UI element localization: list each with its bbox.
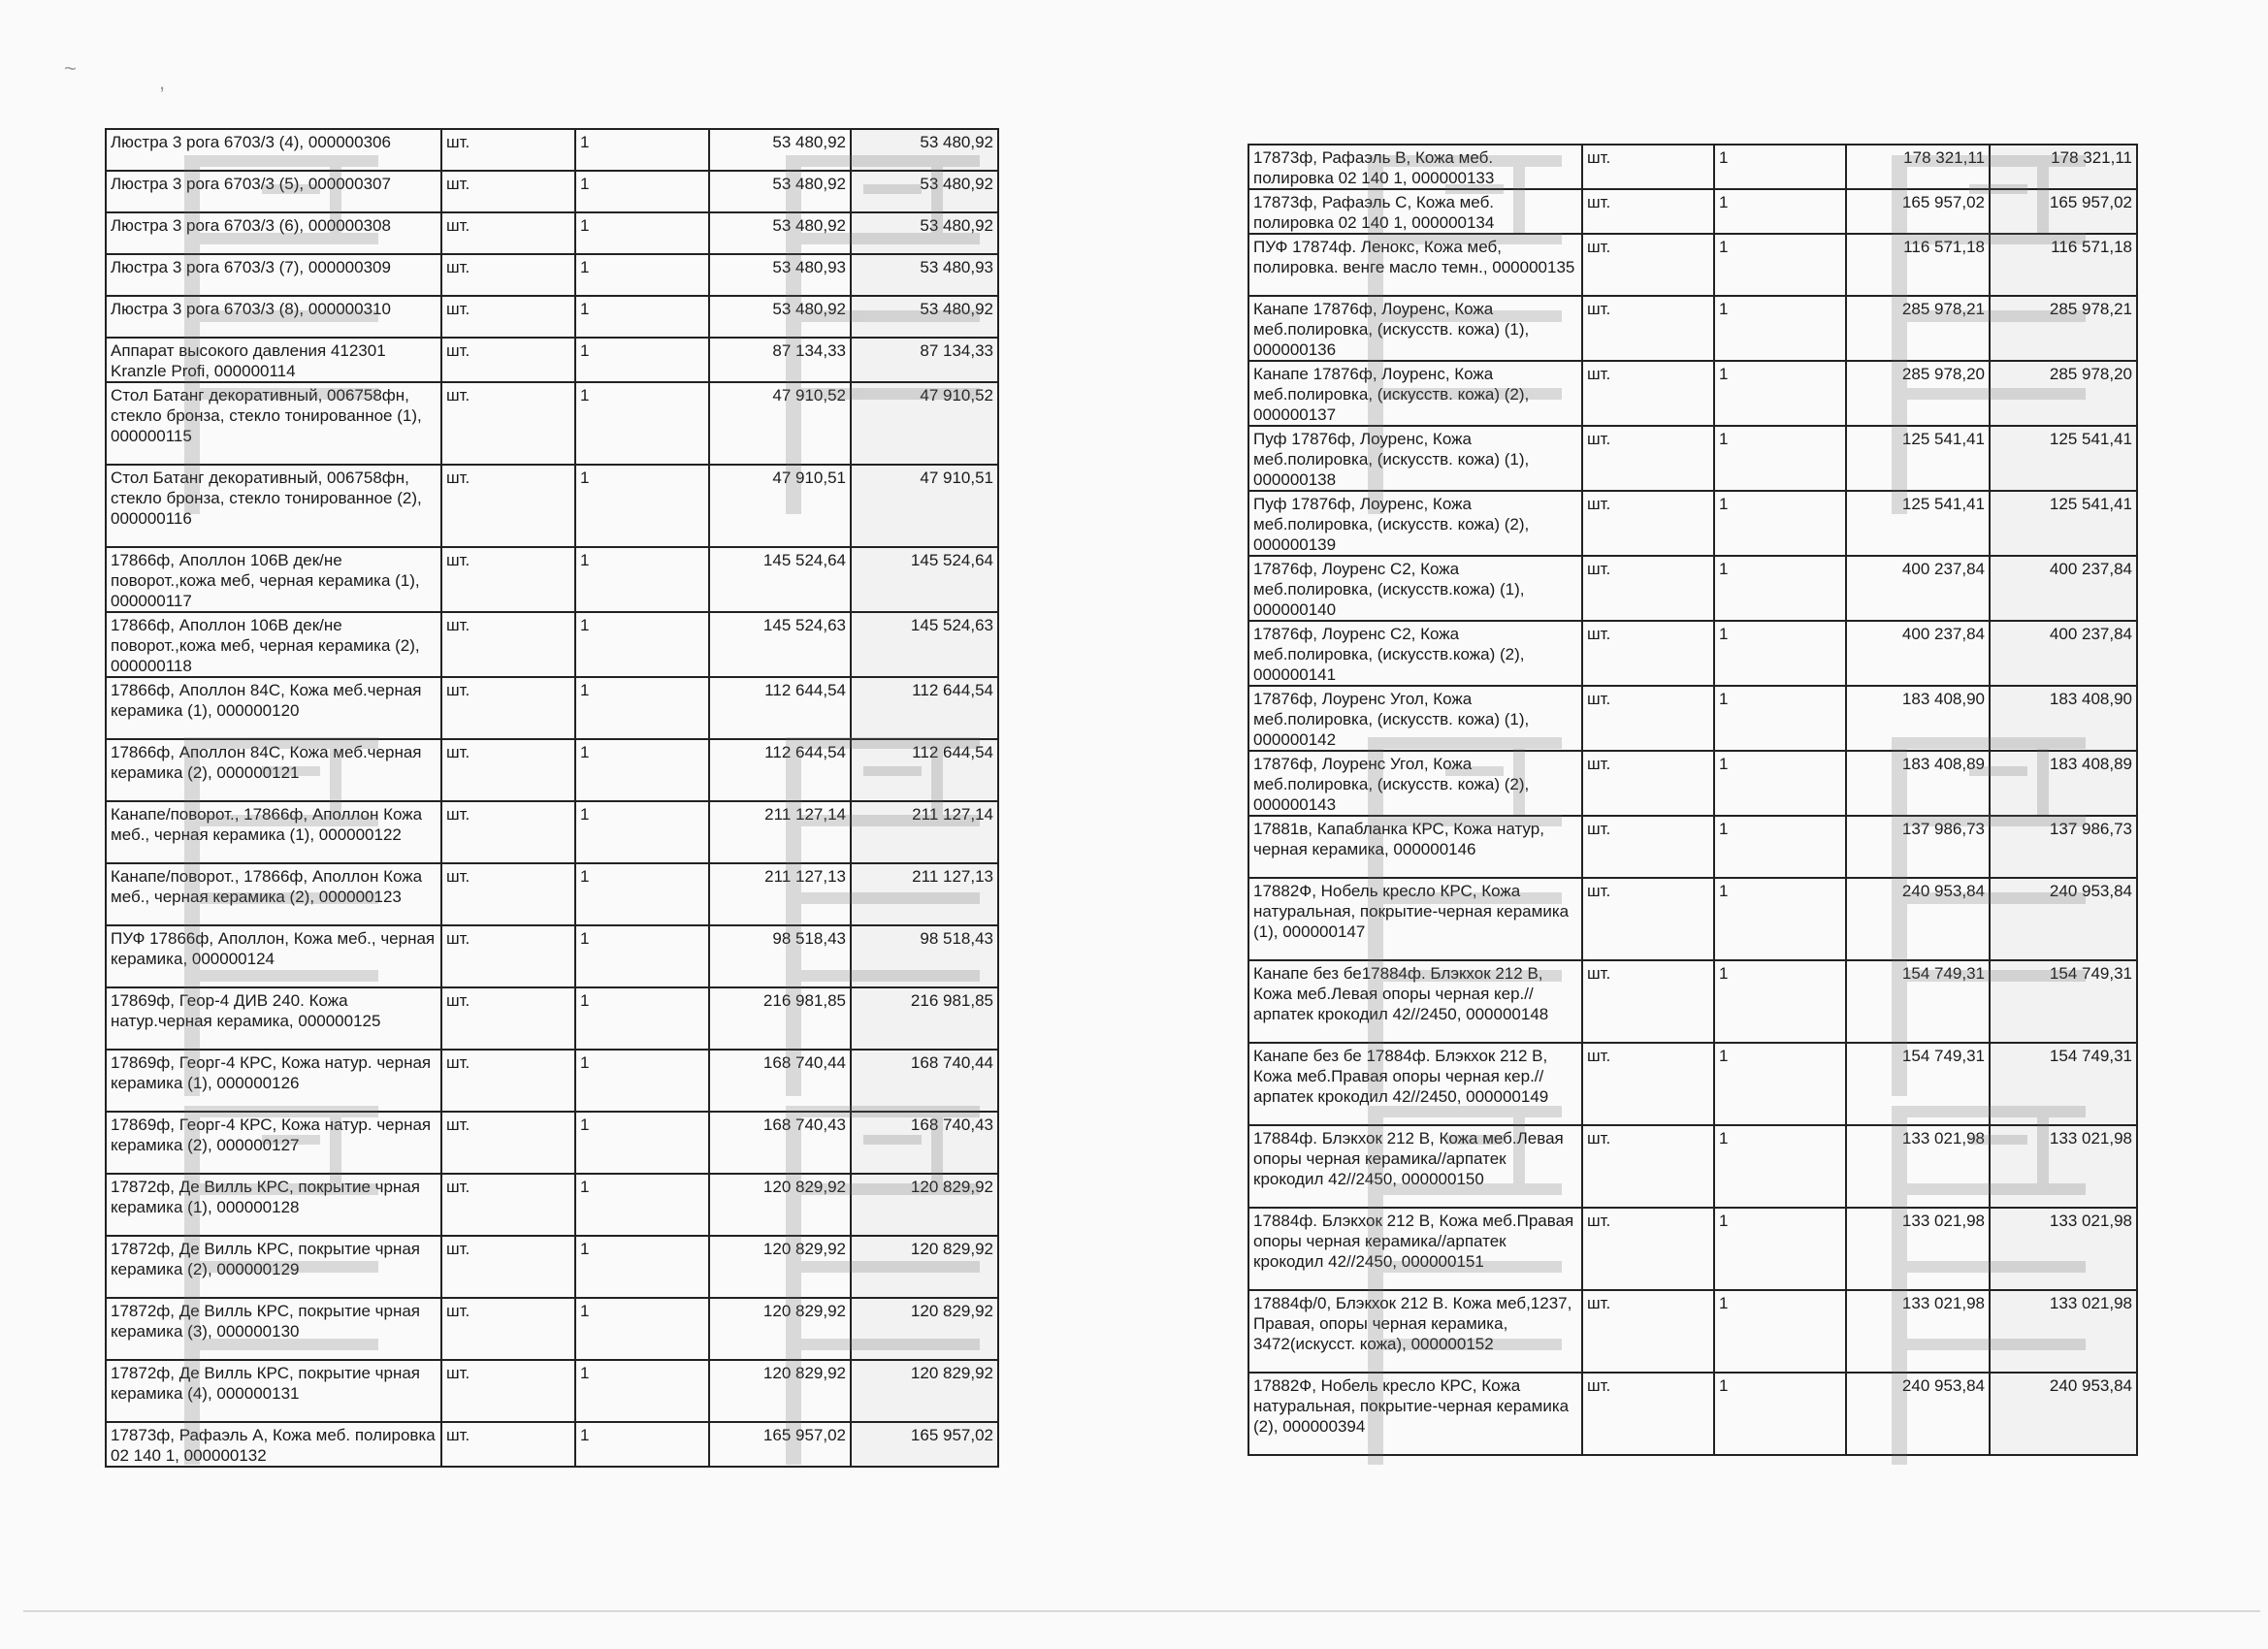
- sum-cell: 154 749,31: [1990, 1043, 2137, 1125]
- sum-cell: 178 321,11: [1990, 145, 2137, 189]
- sum-cell: 165 957,02: [1990, 189, 2137, 234]
- price-cell: 154 749,31: [1846, 1043, 1990, 1125]
- sum-cell: 183 408,90: [1990, 686, 2137, 751]
- sum-cell: 53 480,92: [851, 212, 998, 254]
- item-name-cell: Пуф 17876ф, Лоуренс, Кожа меб.полировка, (искусств. кожа) (1), 000000138: [1248, 426, 1582, 491]
- price-cell: 116 571,18: [1846, 234, 1990, 296]
- unit-cell: шт.: [441, 863, 575, 925]
- unit-cell: шт.: [441, 987, 575, 1050]
- price-cell: 53 480,92: [709, 129, 851, 171]
- item-name-cell: 17873ф, Рафаэль В, Кожа меб. полировка 02 140 1, 000000133: [1248, 145, 1582, 189]
- sum-cell: 133 021,98: [1990, 1125, 2137, 1208]
- price-cell: 285 978,21: [1846, 296, 1990, 361]
- item-name-cell: Люстра 3 рога 6703/3 (7), 000000309: [106, 254, 441, 296]
- quantity-cell: 1: [575, 296, 709, 338]
- quantity-cell: 1: [575, 987, 709, 1050]
- inventory-table-left-body: [106, 129, 998, 1467]
- unit-cell: шт.: [1582, 361, 1714, 426]
- table-row: [1248, 686, 2137, 751]
- price-cell: 112 644,54: [709, 739, 851, 801]
- unit-cell: шт.: [1582, 1290, 1714, 1373]
- table-row: [1248, 621, 2137, 686]
- unit-cell: шт.: [441, 547, 575, 612]
- price-cell: 47 910,52: [709, 382, 851, 465]
- price-cell: 133 021,98: [1846, 1290, 1990, 1373]
- price-cell: 120 829,92: [709, 1174, 851, 1236]
- quantity-cell: 1: [575, 1174, 709, 1236]
- price-cell: 120 829,92: [709, 1298, 851, 1360]
- table-row: [106, 677, 998, 739]
- unit-cell: шт.: [1582, 296, 1714, 361]
- unit-cell: шт.: [1582, 1125, 1714, 1208]
- quantity-cell: 1: [1714, 621, 1846, 686]
- price-cell: 216 981,85: [709, 987, 851, 1050]
- unit-cell: шт.: [441, 1360, 575, 1422]
- quantity-cell: 1: [1714, 556, 1846, 621]
- quantity-cell: 1: [575, 547, 709, 612]
- sum-cell: 98 518,43: [851, 925, 998, 987]
- sum-cell: 112 644,54: [851, 677, 998, 739]
- quantity-cell: 1: [575, 338, 709, 382]
- unit-cell: шт.: [441, 1050, 575, 1112]
- price-cell: 154 749,31: [1846, 960, 1990, 1043]
- table-row: [106, 171, 998, 212]
- price-cell: 400 237,84: [1846, 621, 1990, 686]
- table-row: [1248, 189, 2137, 234]
- sum-cell: 133 021,98: [1990, 1290, 2137, 1373]
- sum-cell: 133 021,98: [1990, 1208, 2137, 1290]
- item-name-cell: 17876ф, Лоуренс С2, Кожа меб.полировка, (искусств.кожа) (2), 000000141: [1248, 621, 1582, 686]
- unit-cell: шт.: [441, 612, 575, 677]
- table-row: [106, 465, 998, 547]
- inventory-table-right: [1247, 144, 2138, 1456]
- table-row: [1248, 296, 2137, 361]
- sum-cell: 137 986,73: [1990, 816, 2137, 878]
- item-name-cell: 17866ф, Аполлон 84С, Кожа меб.черная керамика (1), 000000120: [106, 677, 441, 739]
- price-cell: 47 910,51: [709, 465, 851, 547]
- price-cell: 240 953,84: [1846, 1373, 1990, 1455]
- sum-cell: 53 480,92: [851, 129, 998, 171]
- table-row: [106, 1112, 998, 1174]
- item-name-cell: 17876ф, Лоуренс С2, Кожа меб.полировка, (искусств.кожа) (1), 000000140: [1248, 556, 1582, 621]
- sum-cell: 285 978,21: [1990, 296, 2137, 361]
- unit-cell: шт.: [1582, 1043, 1714, 1125]
- sum-cell: 165 957,02: [851, 1422, 998, 1467]
- unit-cell: шт.: [1582, 426, 1714, 491]
- table-row: [106, 212, 998, 254]
- item-name-cell: 17872ф, Де Вилль КРС, покрытие чрная керамика (3), 000000130: [106, 1298, 441, 1360]
- price-cell: 400 237,84: [1846, 556, 1990, 621]
- price-cell: 145 524,64: [709, 547, 851, 612]
- price-cell: 125 541,41: [1846, 491, 1990, 556]
- table-row: [106, 801, 998, 863]
- sum-cell: 154 749,31: [1990, 960, 2137, 1043]
- price-cell: 125 541,41: [1846, 426, 1990, 491]
- sum-cell: 183 408,89: [1990, 751, 2137, 816]
- unit-cell: шт.: [1582, 1373, 1714, 1455]
- unit-cell: шт.: [441, 1298, 575, 1360]
- item-name-cell: Канапе без бе17884ф. Блэкхок 212 В, Кожа меб.Левая опоры черная кер.//арпатек крокодил 42//2450, 000000148: [1248, 960, 1582, 1043]
- item-name-cell: Канапе без бе 17884ф. Блэкхок 212 В, Кожа меб.Правая опоры черная кер.//арпатек крокодил 42//2450, 000000149: [1248, 1043, 1582, 1125]
- item-name-cell: 17866ф, Аполлон 84С, Кожа меб.черная керамика (2), 000000121: [106, 739, 441, 801]
- sum-cell: 240 953,84: [1990, 878, 2137, 960]
- inventory-table-right-body: [1248, 145, 2137, 1455]
- quantity-cell: 1: [575, 212, 709, 254]
- sum-cell: 53 480,92: [851, 171, 998, 212]
- sum-cell: 168 740,43: [851, 1112, 998, 1174]
- unit-cell: шт.: [441, 1236, 575, 1298]
- table-row: [106, 925, 998, 987]
- price-cell: 53 480,92: [709, 212, 851, 254]
- quantity-cell: 1: [575, 1236, 709, 1298]
- quantity-cell: 1: [1714, 1290, 1846, 1373]
- sum-cell: 400 237,84: [1990, 621, 2137, 686]
- item-name-cell: 17884ф. Блэкхок 212 В, Кожа меб.Левая опоры черная керамика//арпатек крокодил 42//2450, 000000150: [1248, 1125, 1582, 1208]
- table-row: [1248, 1290, 2137, 1373]
- sum-cell: 211 127,13: [851, 863, 998, 925]
- unit-cell: шт.: [441, 739, 575, 801]
- quantity-cell: 1: [1714, 686, 1846, 751]
- price-cell: 53 480,92: [709, 296, 851, 338]
- quantity-cell: 1: [575, 465, 709, 547]
- item-name-cell: 17882Ф, Нобель кресло КРС, Кожа натуральная, покрытие-черная керамика (1), 000000147: [1248, 878, 1582, 960]
- unit-cell: шт.: [1582, 878, 1714, 960]
- quantity-cell: 1: [1714, 1125, 1846, 1208]
- table-row: [1248, 1208, 2137, 1290]
- sum-cell: 47 910,51: [851, 465, 998, 547]
- sum-cell: 120 829,92: [851, 1236, 998, 1298]
- item-name-cell: 17881в, Капабланка КРС, Кожа натур, черная керамика, 000000146: [1248, 816, 1582, 878]
- quantity-cell: 1: [575, 1112, 709, 1174]
- unit-cell: шт.: [441, 338, 575, 382]
- price-cell: 168 740,43: [709, 1112, 851, 1174]
- table-row: [1248, 145, 2137, 189]
- unit-cell: шт.: [441, 925, 575, 987]
- table-row: [1248, 556, 2137, 621]
- sum-cell: 87 134,33: [851, 338, 998, 382]
- quantity-cell: 1: [1714, 296, 1846, 361]
- unit-cell: шт.: [441, 677, 575, 739]
- item-name-cell: ПУФ 17874ф. Ленокс, Кожа меб, полировка. венге масло темн., 000000135: [1248, 234, 1582, 296]
- unit-cell: шт.: [441, 1112, 575, 1174]
- sum-cell: 125 541,41: [1990, 426, 2137, 491]
- item-name-cell: Люстра 3 рога 6703/3 (5), 000000307: [106, 171, 441, 212]
- item-name-cell: Канапе/поворот., 17866ф, Аполлон Кожа меб., черная керамика (1), 000000122: [106, 801, 441, 863]
- unit-cell: шт.: [441, 212, 575, 254]
- quantity-cell: 1: [575, 254, 709, 296]
- item-name-cell: 17872ф, Де Вилль КРС, покрытие чрная керамика (1), 000000128: [106, 1174, 441, 1236]
- table-row: [106, 612, 998, 677]
- table-row: [106, 1050, 998, 1112]
- unit-cell: шт.: [1582, 491, 1714, 556]
- table-row: [1248, 1043, 2137, 1125]
- sum-cell: 120 829,92: [851, 1174, 998, 1236]
- quantity-cell: 1: [1714, 816, 1846, 878]
- price-cell: 87 134,33: [709, 338, 851, 382]
- item-name-cell: Канапе/поворот., 17866ф, Аполлон Кожа меб., черная керамика (2), 000000123: [106, 863, 441, 925]
- price-cell: 120 829,92: [709, 1236, 851, 1298]
- table-row: [106, 1298, 998, 1360]
- price-cell: 137 986,73: [1846, 816, 1990, 878]
- quantity-cell: 1: [1714, 189, 1846, 234]
- sum-cell: 145 524,64: [851, 547, 998, 612]
- table-row: [1248, 878, 2137, 960]
- unit-cell: шт.: [441, 129, 575, 171]
- sum-cell: 240 953,84: [1990, 1373, 2137, 1455]
- sum-cell: 145 524,63: [851, 612, 998, 677]
- quantity-cell: 1: [1714, 751, 1846, 816]
- item-name-cell: 17876ф, Лоуренс Угол, Кожа меб.полировка, (искусств. кожа) (2), 000000143: [1248, 751, 1582, 816]
- price-cell: 53 480,93: [709, 254, 851, 296]
- unit-cell: шт.: [441, 296, 575, 338]
- table-row: [106, 382, 998, 465]
- price-cell: 211 127,13: [709, 863, 851, 925]
- price-cell: 165 957,02: [1846, 189, 1990, 234]
- sum-cell: 53 480,92: [851, 296, 998, 338]
- item-name-cell: 17869ф, Геор-4 ДИВ 240. Кожа натур.черная керамика, 000000125: [106, 987, 441, 1050]
- price-cell: 120 829,92: [709, 1360, 851, 1422]
- quantity-cell: 1: [1714, 145, 1846, 189]
- quantity-cell: 1: [575, 382, 709, 465]
- scan-speck: ,: [159, 70, 166, 94]
- quantity-cell: 1: [1714, 361, 1846, 426]
- unit-cell: шт.: [1582, 621, 1714, 686]
- price-cell: 145 524,63: [709, 612, 851, 677]
- unit-cell: шт.: [441, 1422, 575, 1467]
- item-name-cell: Канапе 17876ф, Лоуренс, Кожа меб.полировка, (искусств. кожа) (2), 000000137: [1248, 361, 1582, 426]
- table-row: [106, 739, 998, 801]
- item-name-cell: Люстра 3 рога 6703/3 (6), 000000308: [106, 212, 441, 254]
- sum-cell: 112 644,54: [851, 739, 998, 801]
- item-name-cell: 17873ф, Рафаэль С, Кожа меб. полировка 02 140 1, 000000134: [1248, 189, 1582, 234]
- table-row: [106, 987, 998, 1050]
- table-row: [106, 1360, 998, 1422]
- item-name-cell: 17876ф, Лоуренс Угол, Кожа меб.полировка, (искусств. кожа) (1), 000000142: [1248, 686, 1582, 751]
- table-row: [106, 1236, 998, 1298]
- unit-cell: шт.: [1582, 234, 1714, 296]
- quantity-cell: 1: [575, 1298, 709, 1360]
- sum-cell: 285 978,20: [1990, 361, 2137, 426]
- item-name-cell: 17872ф, Де Вилль КРС, покрытие чрная керамика (4), 000000131: [106, 1360, 441, 1422]
- unit-cell: шт.: [441, 171, 575, 212]
- price-cell: 240 953,84: [1846, 878, 1990, 960]
- price-cell: 53 480,92: [709, 171, 851, 212]
- quantity-cell: 1: [1714, 491, 1846, 556]
- table-row: [106, 338, 998, 382]
- price-cell: 183 408,89: [1846, 751, 1990, 816]
- quantity-cell: 1: [1714, 426, 1846, 491]
- price-cell: 165 957,02: [709, 1422, 851, 1467]
- item-name-cell: Пуф 17876ф, Лоуренс, Кожа меб.полировка, (искусств. кожа) (2), 000000139: [1248, 491, 1582, 556]
- price-cell: 183 408,90: [1846, 686, 1990, 751]
- inventory-table-left: [105, 128, 999, 1468]
- quantity-cell: 1: [575, 171, 709, 212]
- item-name-cell: 17884ф/0, Блэкхок 212 В. Кожа меб,1237, Правая, опоры черная керамика, 3472(искусст. кожа), 000000152: [1248, 1290, 1582, 1373]
- item-name-cell: 17873ф, Рафаэль А, Кожа меб. полировка 02 140 1, 000000132: [106, 1422, 441, 1467]
- sum-cell: 120 829,92: [851, 1298, 998, 1360]
- table-row: [106, 1422, 998, 1467]
- scan-speck: ~: [64, 56, 77, 81]
- item-name-cell: 17869ф, Георг-4 КРС, Кожа натур. черная керамика (1), 000000126: [106, 1050, 441, 1112]
- price-cell: 285 978,20: [1846, 361, 1990, 426]
- table-row: [106, 1174, 998, 1236]
- quantity-cell: 1: [575, 925, 709, 987]
- sum-cell: 47 910,52: [851, 382, 998, 465]
- table-row: [106, 129, 998, 171]
- unit-cell: шт.: [1582, 751, 1714, 816]
- table-row: [1248, 491, 2137, 556]
- unit-cell: шт.: [1582, 556, 1714, 621]
- table-row: [1248, 1373, 2137, 1455]
- quantity-cell: 1: [1714, 1208, 1846, 1290]
- unit-cell: шт.: [1582, 145, 1714, 189]
- sum-cell: 400 237,84: [1990, 556, 2137, 621]
- table-row: [1248, 1125, 2137, 1208]
- unit-cell: шт.: [1582, 816, 1714, 878]
- table-row: [1248, 426, 2137, 491]
- table-row: [1248, 751, 2137, 816]
- sum-cell: 168 740,44: [851, 1050, 998, 1112]
- item-name-cell: Стол Батанг декоративный, 006758фн, стекло бронза, стекло тонированное (2), 000000116: [106, 465, 441, 547]
- unit-cell: шт.: [441, 801, 575, 863]
- unit-cell: шт.: [1582, 686, 1714, 751]
- item-name-cell: 17882Ф, Нобель кресло КРС, Кожа натуральная, покрытие-черная керамика (2), 000000394: [1248, 1373, 1582, 1455]
- quantity-cell: 1: [1714, 1043, 1846, 1125]
- item-name-cell: 17869ф, Георг-4 КРС, Кожа натур. черная керамика (2), 000000127: [106, 1112, 441, 1174]
- price-cell: 98 518,43: [709, 925, 851, 987]
- price-cell: 178 321,11: [1846, 145, 1990, 189]
- quantity-cell: 1: [1714, 878, 1846, 960]
- table-row: [1248, 816, 2137, 878]
- unit-cell: шт.: [1582, 189, 1714, 234]
- table-row: [106, 254, 998, 296]
- item-name-cell: Канапе 17876ф, Лоуренс, Кожа меб.полировка, (искусств. кожа) (1), 000000136: [1248, 296, 1582, 361]
- item-name-cell: Люстра 3 рога 6703/3 (4), 000000306: [106, 129, 441, 171]
- quantity-cell: 1: [575, 1050, 709, 1112]
- item-name-cell: Стол Батанг декоративный, 006758фн, стекло бронза, стекло тонированное (1), 000000115: [106, 382, 441, 465]
- item-name-cell: 17884ф. Блэкхок 212 В, Кожа меб.Правая опоры черная керамика//арпатек крокодил 42//2450, 000000151: [1248, 1208, 1582, 1290]
- quantity-cell: 1: [575, 129, 709, 171]
- quantity-cell: 1: [575, 1360, 709, 1422]
- table-row: [106, 296, 998, 338]
- table-row: [106, 863, 998, 925]
- sum-cell: 53 480,93: [851, 254, 998, 296]
- sum-cell: 216 981,85: [851, 987, 998, 1050]
- unit-cell: шт.: [441, 1174, 575, 1236]
- unit-cell: шт.: [441, 254, 575, 296]
- quantity-cell: 1: [575, 612, 709, 677]
- price-cell: 133 021,98: [1846, 1208, 1990, 1290]
- scan-edge-line: [23, 1610, 2260, 1612]
- quantity-cell: 1: [575, 739, 709, 801]
- table-row: [1248, 960, 2137, 1043]
- quantity-cell: 1: [1714, 234, 1846, 296]
- price-cell: 168 740,44: [709, 1050, 851, 1112]
- unit-cell: шт.: [441, 382, 575, 465]
- price-cell: 112 644,54: [709, 677, 851, 739]
- quantity-cell: 1: [575, 677, 709, 739]
- unit-cell: шт.: [1582, 960, 1714, 1043]
- unit-cell: шт.: [441, 465, 575, 547]
- item-name-cell: ПУФ 17866ф, Аполлон, Кожа меб., черная керамика, 000000124: [106, 925, 441, 987]
- item-name-cell: 17866ф, Аполлон 106В дек/не поворот.,кожа меб, черная керамика (2), 000000118: [106, 612, 441, 677]
- item-name-cell: Аппарат высокого давления 412301 Kranzle Profi, 000000114: [106, 338, 441, 382]
- sum-cell: 125 541,41: [1990, 491, 2137, 556]
- item-name-cell: 17872ф, Де Вилль КРС, покрытие чрная керамика (2), 000000129: [106, 1236, 441, 1298]
- price-cell: 211 127,14: [709, 801, 851, 863]
- sum-cell: 116 571,18: [1990, 234, 2137, 296]
- quantity-cell: 1: [1714, 1373, 1846, 1455]
- table-row: [1248, 234, 2137, 296]
- table-row: [1248, 361, 2137, 426]
- item-name-cell: 17866ф, Аполлон 106В дек/не поворот.,кожа меб, черная керамика (1), 000000117: [106, 547, 441, 612]
- item-name-cell: Люстра 3 рога 6703/3 (8), 000000310: [106, 296, 441, 338]
- table-row: [106, 547, 998, 612]
- price-cell: 133 021,98: [1846, 1125, 1990, 1208]
- quantity-cell: 1: [575, 801, 709, 863]
- quantity-cell: 1: [575, 1422, 709, 1467]
- sum-cell: 211 127,14: [851, 801, 998, 863]
- quantity-cell: 1: [575, 863, 709, 925]
- sum-cell: 120 829,92: [851, 1360, 998, 1422]
- quantity-cell: 1: [1714, 960, 1846, 1043]
- unit-cell: шт.: [1582, 1208, 1714, 1290]
